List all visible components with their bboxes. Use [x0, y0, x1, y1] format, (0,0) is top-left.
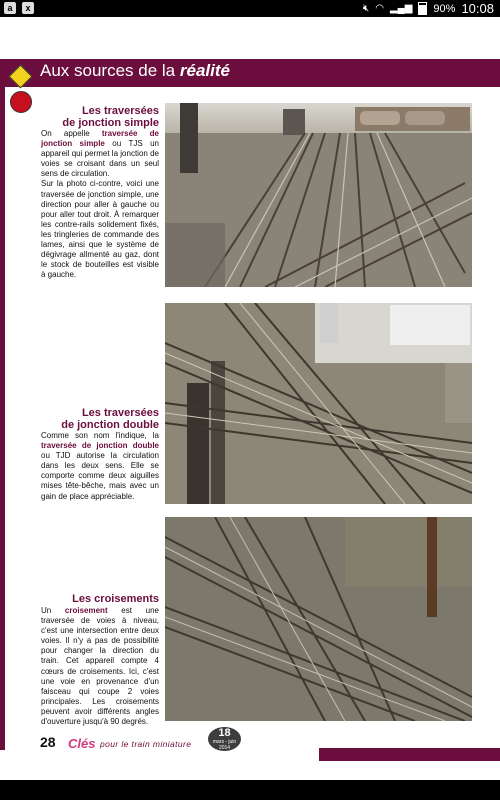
- section-title-line: Les croisements: [72, 593, 159, 605]
- section-title-line: de jonction simple: [62, 117, 159, 129]
- magazine-brand: Clés: [68, 736, 96, 751]
- section-title-line: Les traversées: [81, 105, 159, 117]
- section-title-croisements: [72, 593, 159, 605]
- battery-percent: 90%: [433, 2, 456, 15]
- photo-jonction-simple: [165, 103, 472, 287]
- left-accent-bar: [0, 87, 5, 750]
- amazon-icon[interactable]: a: [4, 2, 16, 14]
- battery-icon: [418, 2, 427, 15]
- clock: 10:08: [461, 1, 494, 16]
- red-circle-icon: [10, 91, 32, 113]
- photo-jonction-double: [165, 303, 472, 504]
- section-body-tjd: [41, 431, 159, 502]
- wifi-icon: ◠: [375, 3, 384, 14]
- section-title-tjs: [62, 105, 159, 129]
- photo-croisements: [165, 517, 472, 721]
- mute-icon: 🔇︎: [362, 3, 370, 14]
- body-run: ou TJS un appareil qui permet la jonction de voies se croisant dans un seul sens de circulation.: [41, 139, 160, 179]
- section-body-croisements: [41, 606, 159, 727]
- issue-date: mars - juin 2014: [212, 739, 237, 751]
- section-body-tjs: [41, 129, 159, 280]
- title-emphasis: réalité: [179, 61, 230, 80]
- status-bar: [0, 0, 500, 17]
- body-run: Sur la photo ci-contre, voici une traversée de jonction simple, une direction pour aller à gauche ou pour aller tout droit. À remarquer les contre-rails solidement fixés, les tringleries de commande des lames, ainsi que le système de dégivrage allmenté au gaz, dont le stock de bouteilles est visible à gauche.: [41, 179, 159, 280]
- body-run: Un: [41, 606, 65, 615]
- magazine-tagline: pour le train miniature: [100, 739, 192, 749]
- body-run: On appelle: [41, 129, 102, 138]
- issue-number: 18: [218, 727, 231, 739]
- file-x-icon[interactable]: x: [22, 2, 34, 14]
- issue-badge: [208, 727, 241, 751]
- body-run: Comme son nom l'indique, la: [41, 431, 159, 440]
- body-emphasis: traversée de jonction simple: [41, 129, 159, 149]
- section-title-line: de jonction double: [61, 419, 159, 431]
- page-title: [40, 61, 230, 81]
- body-run: ou TJD autorise la circulation dans les deux sens. Elle se comporte comme deux aiguilles mises tête-bêche, mais avec un gain de place appréciable.: [41, 451, 159, 501]
- body-run: est une traversée de voies à niveau, c'est une intersection entre deux voies. Il n'y a pas de possibilité pour changer la direction du train. Cet appareil compte 4 cœurs de croisements. Ici, c'est une voie en provenance d'un faisceau qui coupe 2 voies principales. Les croisements peuvent avoir différents angles d'ouverture jusqu'à 90 degrés.: [41, 606, 160, 727]
- section-title-line: Les traversées: [81, 407, 159, 419]
- page-number: 28: [40, 734, 56, 750]
- magazine-page: [0, 17, 500, 780]
- footer-band: [319, 748, 500, 761]
- body-emphasis: croisement: [64, 606, 108, 615]
- title-prefix: Aux sources de la: [40, 61, 176, 80]
- body-emphasis: traversée de jonction double: [41, 441, 159, 451]
- section-title-tjd: [61, 407, 159, 431]
- signal-icon: ▂▄▆: [389, 3, 413, 14]
